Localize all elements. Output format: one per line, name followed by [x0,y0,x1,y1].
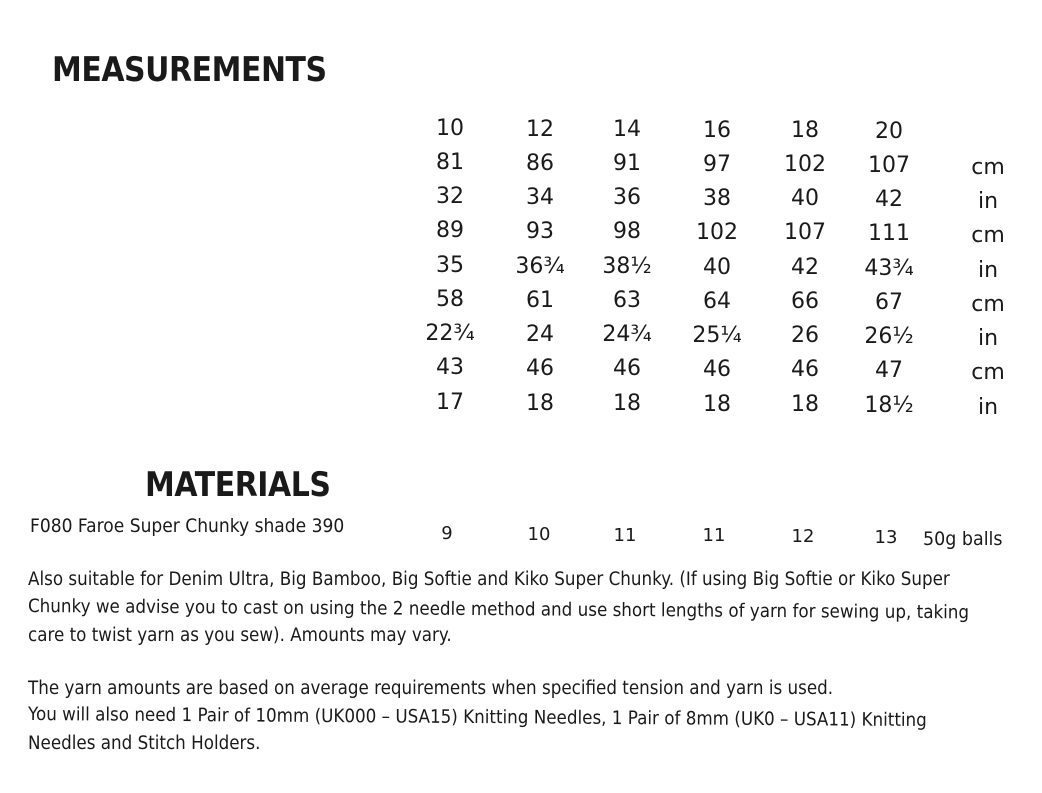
yarn-unit: 50g balls [923,528,1003,550]
measurement-value: 86 [526,150,554,176]
note-line: Also suitable for Denim Ultra, Big Bamboo, Big Softie and Kiko Super Chunky. (If using Big Softie or Kiko Super [28,569,950,590]
unit-label: cm [971,360,1005,385]
measurement-value: 18 [791,118,819,144]
measurement-value: 43 [436,355,464,380]
materials-heading: MATERIALS [145,465,331,505]
measurement-value: 61 [526,287,554,313]
measurement-value: 46 [613,356,641,382]
measurement-value: 111 [868,221,910,246]
unit-label: cm [971,155,1005,180]
measurement-value: 17 [436,390,464,415]
measurement-value: 107 [784,220,826,246]
measurement-value: 10 [436,116,464,141]
yarn-quantity: 11 [702,525,726,547]
measurement-value: 43¾ [864,256,914,281]
yarn-label: F080 Faroe Super Chunky shade 390 [30,515,345,537]
measurements-heading: MEASUREMENTS [52,50,327,90]
measurement-value: 42 [791,255,819,281]
unit-label: in [977,189,999,214]
unit-label: in [977,395,999,420]
measurement-value: 46 [526,355,554,381]
measurement-value: 18 [613,391,641,417]
measurement-value: 89 [436,218,464,243]
measurement-value: 24 [526,321,554,347]
measurement-value: 46 [703,356,731,382]
measurement-value: 38 [703,185,731,211]
measurement-value: 91 [613,151,641,177]
measurement-value: 81 [436,150,464,175]
measurement-value: 102 [784,152,826,178]
measurement-value: 18½ [864,393,914,418]
note-line: Needles and Stitch Holders. [28,733,261,754]
note-line: The yarn amounts are based on average requirements when specified tension and yarn is used. [28,678,834,699]
measurement-value: 38½ [602,254,652,280]
unit-label: cm [971,223,1005,248]
measurement-value: 24¾ [602,322,652,348]
measurement-value: 36¾ [515,253,565,279]
measurement-value: 40 [703,254,731,280]
measurement-value: 97 [703,151,731,177]
measurement-value: 63 [613,288,641,314]
measurement-value: 12 [526,116,554,142]
measurement-value: 18 [526,390,554,416]
yarn-quantity: 12 [791,526,815,548]
note-line: care to twist yarn as you sew). Amounts may vary. [28,625,452,646]
yarn-quantity: 10 [527,523,551,545]
measurement-value: 42 [875,187,903,212]
measurement-value: 58 [436,287,464,312]
measurement-value: 18 [703,391,731,417]
yarn-quantity: 11 [613,524,637,546]
yarn-quantity: 9 [441,523,453,544]
note-line: You will also need 1 Pair of 10mm (UK000 – USA15) Knitting Needles, 1 Pair of 8mm (UK0 – USA11) Knitting [27,704,927,732]
measurement-value: 98 [613,219,641,245]
measurement-value: 35 [436,253,464,278]
measurement-value: 36 [613,185,641,211]
measurement-value: 14 [613,117,641,143]
measurement-value: 66 [791,289,819,315]
unit-label: in [977,258,999,283]
measurement-value: 102 [696,219,738,245]
measurement-value: 22¾ [425,321,475,346]
measurement-value: 25¼ [692,322,742,348]
measurement-value: 67 [875,290,903,315]
unit-label: in [977,326,999,351]
measurement-value: 107 [868,153,910,178]
measurement-value: 16 [703,117,731,143]
measurement-value: 93 [526,218,554,244]
measurement-value: 34 [526,184,554,210]
measurement-value: 20 [875,119,903,144]
measurement-value: 26 [791,323,819,349]
note-line: Chunky we advise you to cast on using the 2 needle method and use short lengths of yarn for sewing up, taking [27,596,970,624]
measurement-value: 18 [791,392,819,418]
measurement-value: 32 [436,184,464,209]
unit-label: cm [971,292,1005,317]
measurement-value: 47 [875,358,903,383]
measurement-value: 40 [791,186,819,212]
measurement-value: 46 [791,357,819,383]
measurement-value: 26½ [864,324,914,349]
measurement-value: 64 [703,288,731,314]
yarn-quantity: 13 [874,527,898,548]
